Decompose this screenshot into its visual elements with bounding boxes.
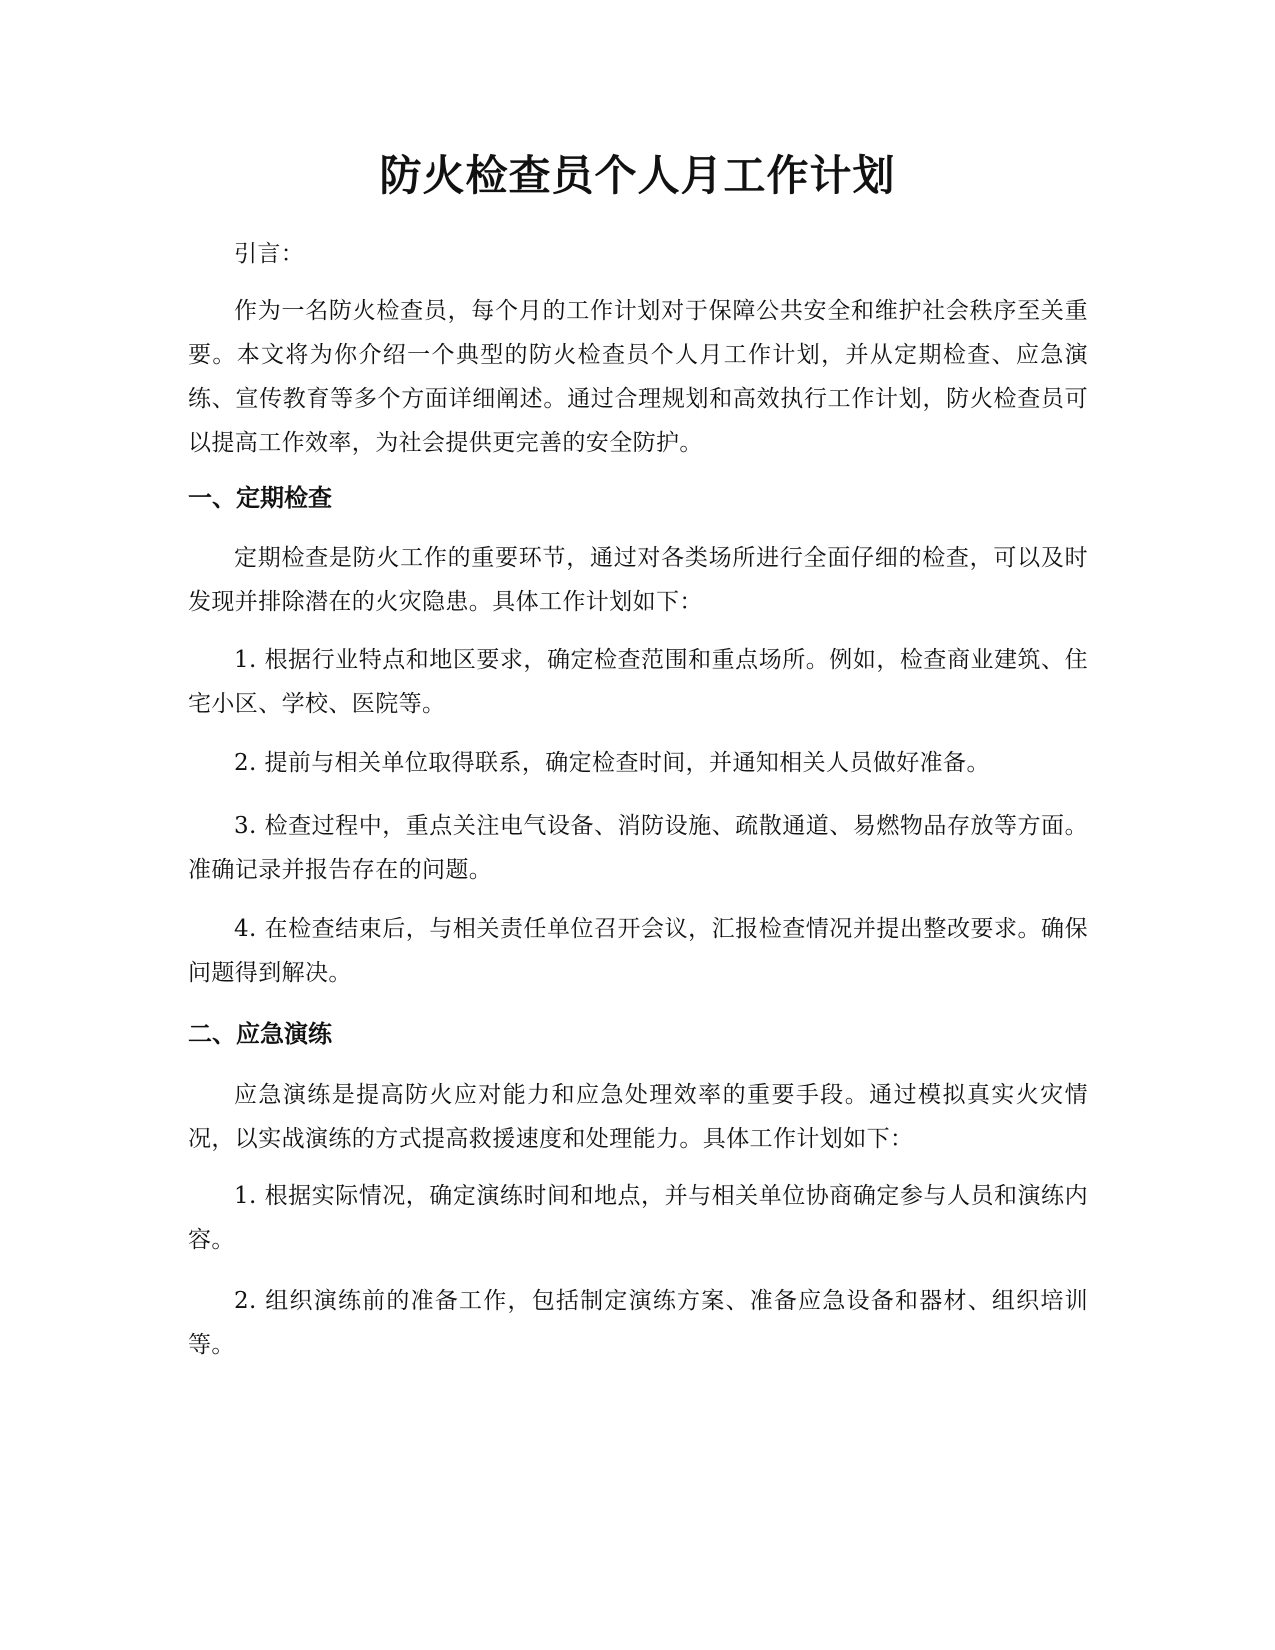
intro-label: 引言： xyxy=(234,241,305,267)
list-item: 2. 提前与相关单位取得联系，确定检查时间，并通知相关人员做好准备。 xyxy=(234,750,990,776)
section-intro-regular-inspection: 定期检查是防火工作的重要环节，通过对各类场所进行全面仔细的检查，可以及时发现并排除潜在的火灾隐患。具体工作计划如下： xyxy=(188,545,1088,615)
page-title: 防火检查员个人月工作计划 xyxy=(379,151,896,200)
list-item: 2. 组织演练前的准备工作，包括制定演练方案、准备应急设备和器材、组织培训等。 xyxy=(188,1288,1088,1358)
list-item: 3. 检查过程中，重点关注电气设备、消防设施、疏散通道、易燃物品存放等方面。准确记录并报告存在的问题。 xyxy=(188,813,1088,883)
list-item: 1. 根据行业特点和地区要求，确定检查范围和重点场所。例如，检查商业建筑、住宅小区、学校、医院等。 xyxy=(188,647,1088,717)
section-heading-regular-inspection: 一、定期检查 xyxy=(188,484,332,512)
list-item: 1. 根据实际情况，确定演练时间和地点，并与相关单位协商确定参与人员和演练内容。 xyxy=(188,1183,1088,1253)
intro-paragraph: 作为一名防火检查员，每个月的工作计划对于保障公共安全和维护社会秩序至关重要。本文将为你介绍一个典型的防火检查员个人月工作计划，并从定期检查、应急演练、宣传教育等多个方面详细阐述。通过合理规划和高效执行工作计划，防火检查员可以提高工作效率，为社会提供更完善的安全防护。 xyxy=(188,298,1088,456)
list-item: 4. 在检查结束后，与相关责任单位召开会议，汇报检查情况并提出整改要求。确保问题得到解决。 xyxy=(188,916,1088,986)
section-intro-emergency-drill: 应急演练是提高防火应对能力和应急处理效率的重要手段。通过模拟真实火灾情况，以实战演练的方式提高救援速度和处理能力。具体工作计划如下： xyxy=(188,1082,1088,1152)
section-heading-emergency-drill: 二、应急演练 xyxy=(188,1020,332,1048)
